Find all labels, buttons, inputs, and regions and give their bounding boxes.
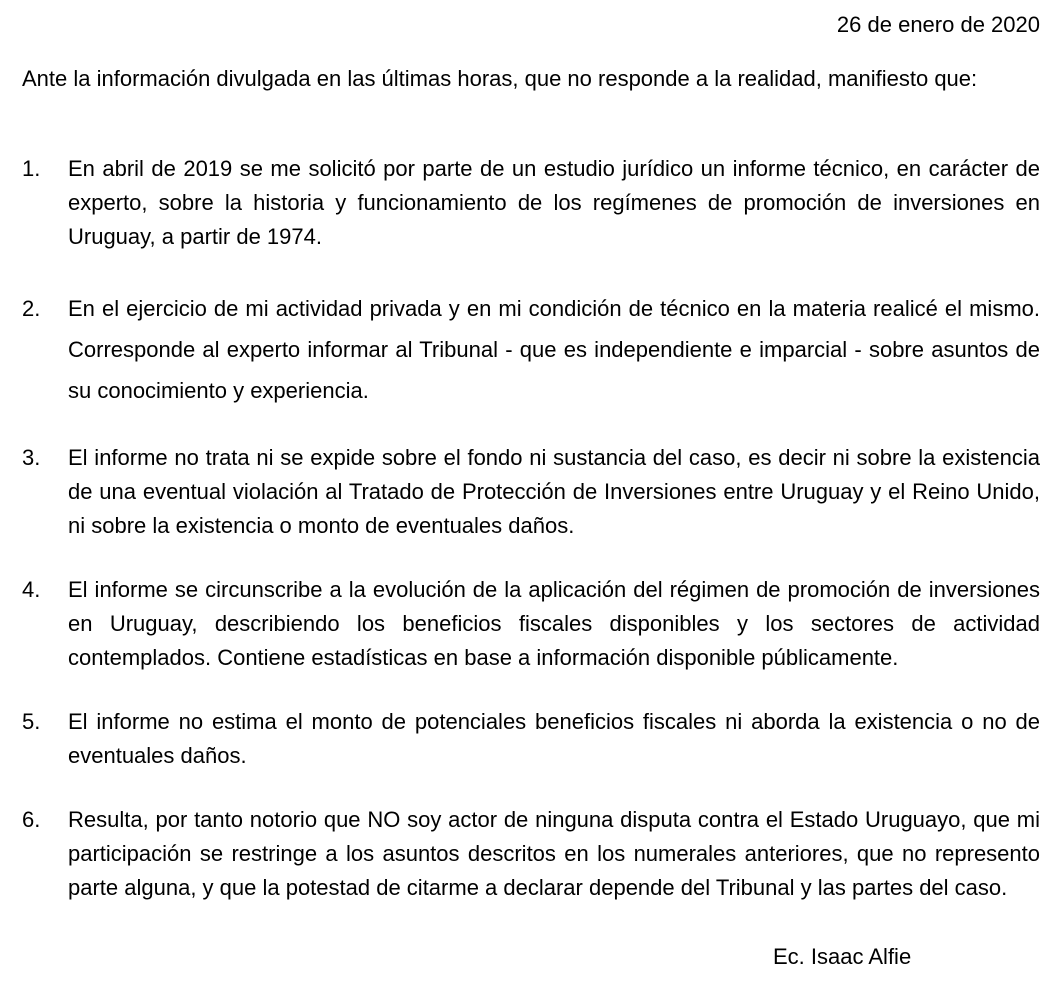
numbered-list xyxy=(22,152,1040,905)
list-item-number: 2. xyxy=(22,296,41,321)
list-item-text: En abril de 2019 se me solicitó por parte de un estudio jurídico un informe técnico, en carácter de experto, sobre la historia y funcionamiento de los regímenes de promoción de inversiones en Uruguay, a partir de 1974. xyxy=(68,156,1040,249)
list-item xyxy=(22,152,1040,254)
list-item xyxy=(22,288,1040,411)
list-item-number: 3. xyxy=(22,445,41,470)
list-item xyxy=(22,705,1040,773)
list-item-text: El informe no estima el monto de potenciales beneficios fiscales ni aborda la existencia o no de eventuales daños. xyxy=(68,709,1040,768)
list-item xyxy=(22,573,1040,675)
list-item xyxy=(22,441,1040,543)
list-item xyxy=(22,803,1040,905)
list-item-text: En el ejercicio de mi actividad privada y en mi condición de técnico en la materia realicé el mismo. Corresponde al experto informar al Tribunal - que es independiente e imparcial - sobre asuntos de su conocimiento y experiencia. xyxy=(68,296,1040,403)
list-item-text: Resulta, por tanto notorio que NO soy actor de ninguna disputa contra el Estado Uruguayo, que mi participación se restringe a los asuntos descritos en los numerales anteriores, que no represento parte alguna, y que la potestad de citarme a declarar depende del Tribunal y las partes del caso. xyxy=(68,807,1040,900)
intro-paragraph: Ante la información divulgada en las últimas horas, que no responde a la realidad, manifiesto que: xyxy=(22,66,978,91)
document-date: 26 de enero de 2020 xyxy=(836,12,1040,37)
list-item-number: 5. xyxy=(22,709,41,734)
list-item-text: El informe no trata ni se expide sobre el fondo ni sustancia del caso, es decir ni sobre la existencia de una eventual violación al Tratado de Protección de Inversiones entre Uruguay y el Reino Unido, ni sobre la existencia o monto de eventuales daños. xyxy=(68,445,1040,538)
list-item-number: 4. xyxy=(22,577,41,602)
list-item-text: El informe se circunscribe a la evolución de la aplicación del régimen de promoción de inversiones en Uruguay, describiendo los beneficios fiscales disponibles y los sectores de actividad contemplados. Contiene estadísticas en base a información disponible públicamente. xyxy=(68,577,1040,670)
list-item-number: 6. xyxy=(22,807,41,832)
list-item-number: 1. xyxy=(22,156,41,181)
signature: Ec. Isaac Alfie xyxy=(773,944,912,969)
